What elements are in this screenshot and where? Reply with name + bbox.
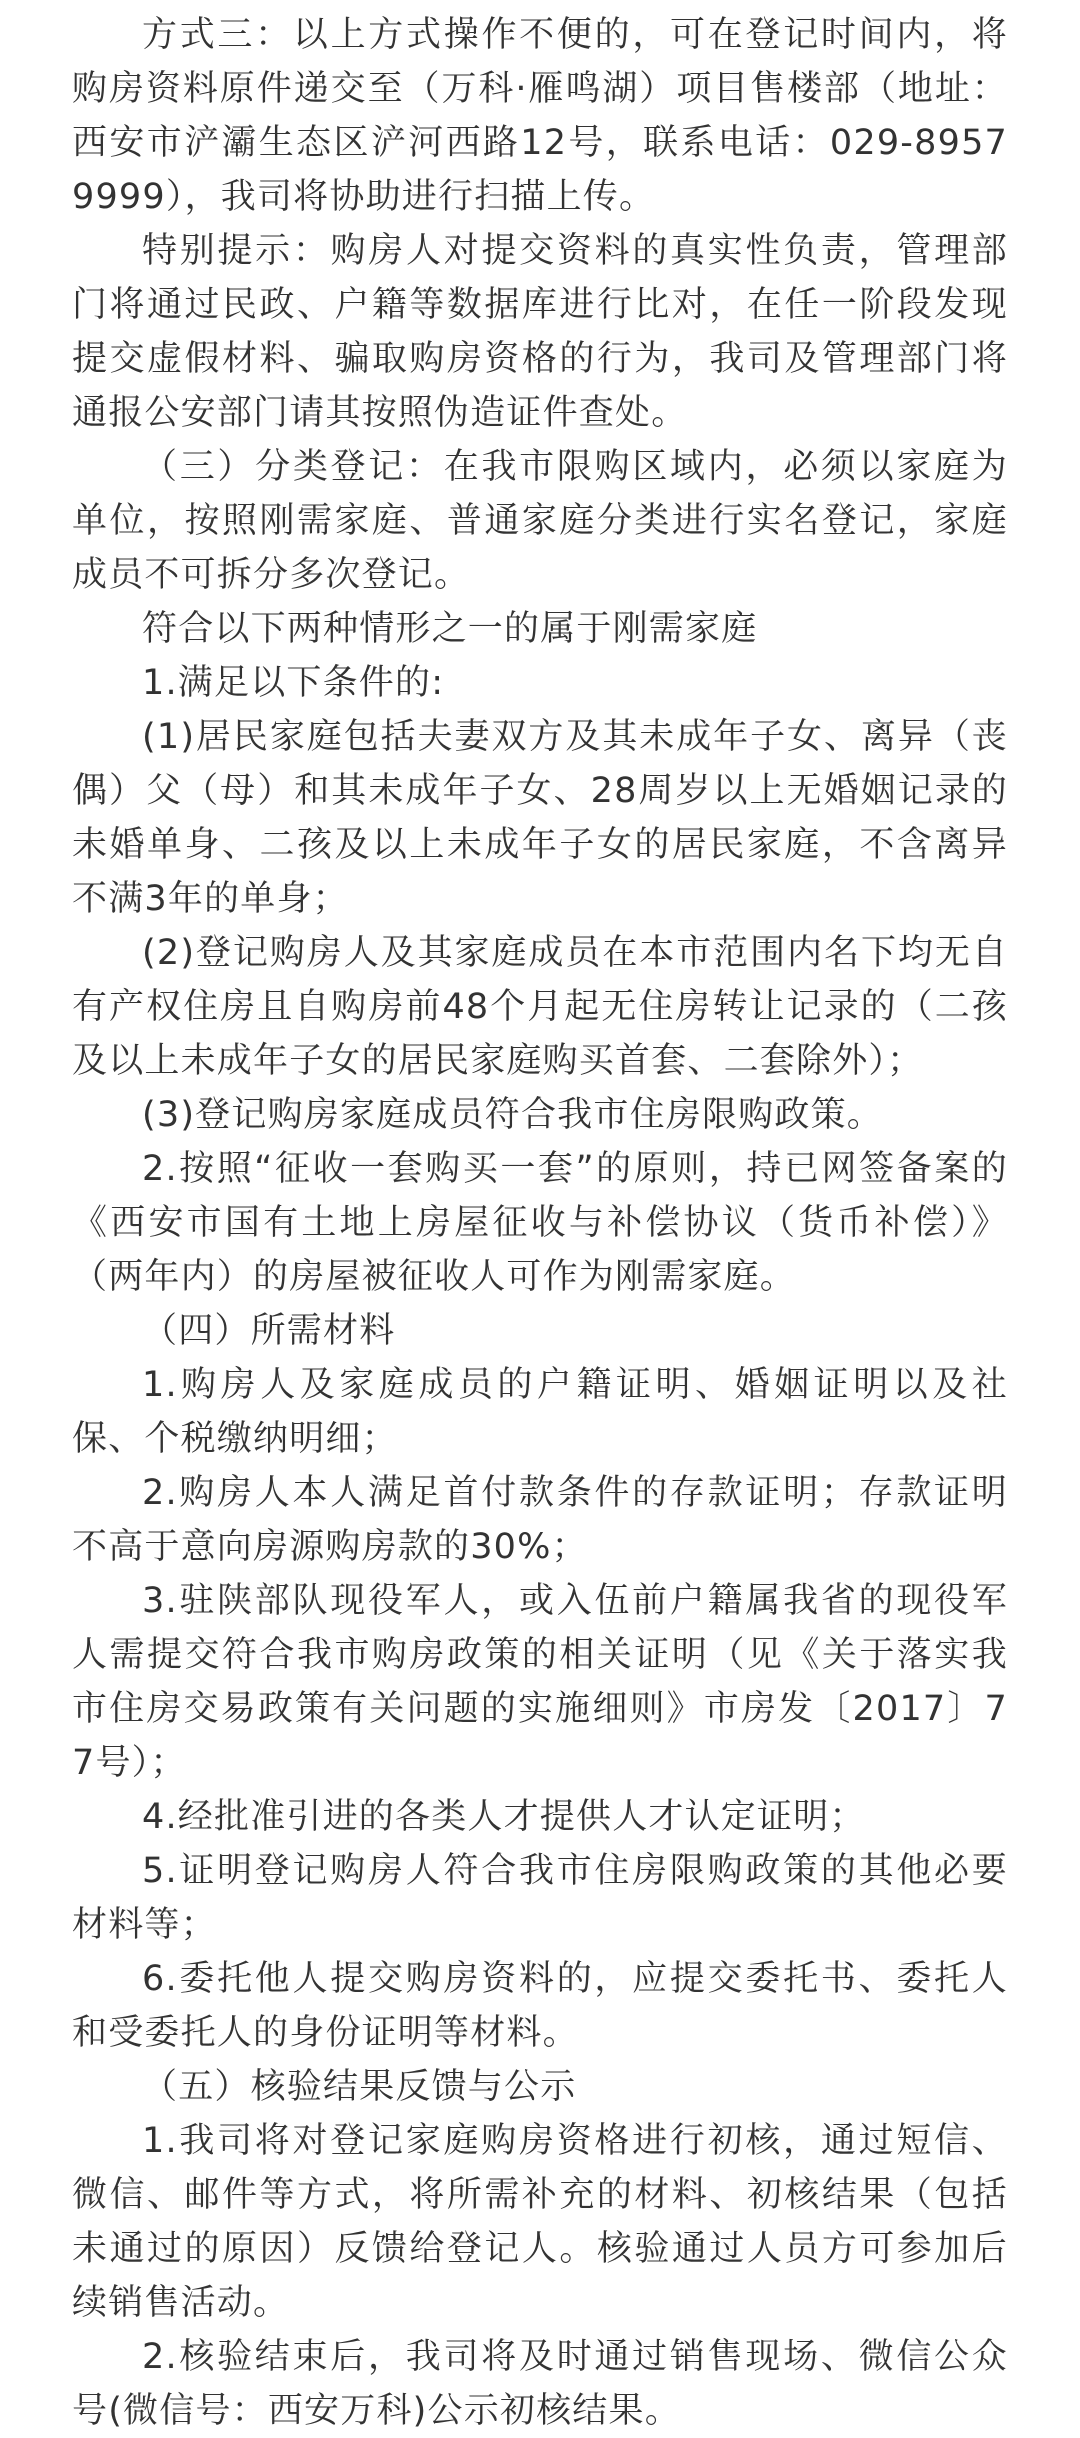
paragraph-materials-2: 2.购房人本人满足首付款条件的存款证明；存款证明不高于意向房源购房款的30%； (72, 1473, 1008, 1567)
paragraph-materials-6: 6.委托他人提交购房资料的，应提交委托书、委托人和受委托人的身份证明等材料。 (72, 1959, 1008, 2053)
paragraph-condition-1-2: (2)登记购房人及其家庭成员在本市范围内名下均无自有产权住房且自购房前48个月起无住房转让记录的（二孩及以上未成年子女的居民家庭购买首套、二套除外）； (72, 933, 1008, 1081)
paragraph-verification-2: 2.核验结束后，我司将及时通过销售现场、微信公众号(微信号：西安万科)公示初核结果。 (72, 2337, 1008, 2431)
paragraph-materials-4: 4.经批准引进的各类人才提供人才认定证明； (142, 1797, 866, 1837)
paragraph-verification-1: 1.我司将对登记家庭购房资格进行初核，通过短信、微信、邮件等方式，将所需补充的材料、初核结果（包括未通过的原因）反馈给登记人。核验通过人员方可参加后续销售活动。 (72, 2121, 1008, 2323)
paragraph-condition-1-1: (1)居民家庭包括夫妻双方及其未成年子女、离异（丧偶）父（母）和其未成年子女、28周岁以上无婚姻记录的未婚单身、二孩及以上未成年子女的居民家庭，不含离异不满3年的单身； (72, 717, 1008, 919)
paragraph-rigid-demand-intro: 符合以下两种情形之一的属于刚需家庭 (142, 609, 758, 649)
paragraph-condition-1-3: (3)登记购房家庭成员符合我市住房限购政策。 (142, 1095, 883, 1135)
paragraph-method-three: 方式三：以上方式操作不便的，可在登记时间内，将购房资料原件递交至（万科·雁鸣湖）项目售楼部（地址：西安市浐灞生态区浐河西路12号，联系电话：029-89579999），我司将协助进行扫描上传。 (72, 15, 1008, 217)
paragraph-materials-5: 5.证明登记购房人符合我市住房限购政策的其他必要材料等； (72, 1851, 1008, 1945)
paragraph-section-five-heading: （五）核验结果反馈与公示 (142, 2067, 577, 2107)
paragraph-condition-1: 1.满足以下条件的: (142, 663, 445, 703)
paragraph-materials-3: 3.驻陕部队现役军人，或入伍前户籍属我省的现役军人需提交符合我市购房政策的相关证明（见《关于落实我市住房交易政策有关问题的实施细则》市房发〔2017〕77号）； (72, 1581, 1008, 1783)
paragraph-section-four-heading: （四）所需材料 (142, 1311, 396, 1351)
paragraph-special-notice: 特别提示：购房人对提交资料的真实性负责，管理部门将通过民政、户籍等数据库进行比对，在任一阶段发现提交虚假材料、骗取购房资格的行为，我司及管理部门将通报公安部门请其按照伪造证件查处。 (72, 231, 1008, 433)
paragraph-condition-2: 2.按照“征收一套购买一套”的原则，持已网签备案的《西安市国有土地上房屋征收与补偿协议（货币补偿）》（两年内）的房屋被征收人可作为刚需家庭。 (72, 1149, 1008, 1297)
paragraph-section-three-heading: （三）分类登记：在我市限购区域内，必须以家庭为单位，按照刚需家庭、普通家庭分类进行实名登记，家庭成员不可拆分多次登记。 (72, 447, 1008, 595)
paragraph-materials-1: 1.购房人及家庭成员的户籍证明、婚姻证明以及社保、个税缴纳明细； (72, 1365, 1008, 1459)
